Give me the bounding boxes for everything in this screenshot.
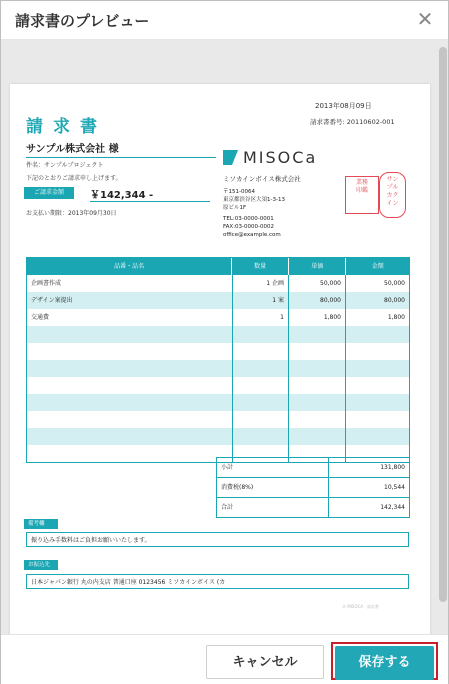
- total-value: 131,800: [380, 464, 405, 471]
- table-cell: [233, 343, 289, 360]
- table-row: [27, 428, 409, 445]
- company-contact: [223, 215, 281, 239]
- table-cell: 50,000: [289, 275, 346, 292]
- table-cell: [27, 326, 233, 343]
- table-cell: 80,000: [384, 297, 405, 304]
- stamp-text: イン: [386, 200, 399, 207]
- logo-mark-icon: [223, 150, 238, 165]
- amount-label: ご請求金額: [24, 187, 74, 199]
- table-row: [27, 326, 409, 343]
- table-cell: [346, 343, 409, 360]
- contact-tel: TEL:03-0000-0001: [223, 216, 274, 222]
- table-header: [27, 258, 409, 275]
- table-row: [27, 360, 409, 377]
- table-row: [27, 275, 409, 292]
- address-line: 〒151-0064: [223, 189, 255, 195]
- total-row: [217, 497, 409, 517]
- table-cell: 1,800: [289, 309, 346, 326]
- stamp-text: カク: [386, 192, 399, 199]
- table-cell: [233, 377, 289, 394]
- total-row: [217, 477, 409, 497]
- table-row: [27, 343, 409, 360]
- note-label: 備考欄: [24, 519, 58, 529]
- table-cell: 1 案: [233, 292, 289, 309]
- invoice-title: 請求書: [26, 117, 107, 137]
- table-cell: 企画書作成: [27, 275, 233, 292]
- total-value: 10,544: [384, 484, 405, 491]
- table-cell: [27, 428, 233, 445]
- stamp-text: 業務: [355, 179, 368, 186]
- company-logo: [223, 148, 317, 167]
- table-cell: [27, 394, 233, 411]
- table-cell: 1 企画: [233, 275, 289, 292]
- table-cell: [346, 377, 409, 394]
- table-cell: [289, 343, 346, 360]
- table-cell: 1,800: [387, 314, 405, 321]
- table-cell: 交通費: [27, 309, 233, 326]
- column-header-amount: 金額: [371, 263, 384, 270]
- table-cell: [27, 343, 233, 360]
- address-line: 原ビル1F: [223, 205, 247, 211]
- table-cell: [289, 377, 346, 394]
- stamp-text: サン: [386, 176, 399, 183]
- invoice-date: 2013年08月09日: [315, 102, 372, 110]
- footer-watermark: Ⓜ MISOCA · 請求書: [342, 604, 379, 609]
- table-cell: [233, 360, 289, 377]
- table-cell: [27, 445, 233, 462]
- table-cell: [27, 360, 233, 377]
- table-cell: [289, 411, 346, 428]
- table-row: [27, 411, 409, 428]
- table-cell: [346, 411, 409, 428]
- contact-fax: FAX:03-0000-0002: [223, 224, 275, 230]
- stamp-text: プル: [386, 184, 399, 191]
- amount-value: ￥142,344 -: [90, 186, 210, 202]
- table-cell: [289, 326, 346, 343]
- table-cell: [27, 377, 233, 394]
- table-row: [27, 377, 409, 394]
- invoice-page: [10, 84, 430, 634]
- due-date: お支払い期限：2013年09月30日: [26, 210, 117, 217]
- cancel-button[interactable]: キャンセル: [206, 645, 324, 679]
- save-button[interactable]: 保存する: [335, 646, 434, 680]
- dialog-footer: [1, 634, 448, 684]
- close-icon[interactable]: ✕: [416, 7, 434, 31]
- total-label: 消費税(8%): [217, 478, 329, 497]
- invoice-number: 請求書番号: 20110602-001: [310, 118, 395, 126]
- table-cell: [233, 428, 289, 445]
- scrollbar-thumb[interactable]: [439, 47, 447, 602]
- bank-info: 日本ジャパン銀行 丸の内支店 普通口座 0123456 ミソカインボイス (カ: [26, 574, 409, 589]
- column-header-item: 品番・品名: [27, 258, 232, 275]
- dialog-title: 請求書のプレビュー: [15, 12, 150, 30]
- stamp-text: 印鑑: [355, 187, 368, 194]
- table-cell: [346, 360, 409, 377]
- address-line: 東京都渋谷区大須1-3-13: [223, 197, 285, 203]
- table-cell: [346, 394, 409, 411]
- table-body: [27, 275, 409, 462]
- table-cell: [289, 360, 346, 377]
- column-header-qty: 数量: [232, 258, 289, 275]
- table-cell: [27, 411, 233, 428]
- personal-seal-stamp: [379, 172, 406, 218]
- table-cell: [289, 394, 346, 411]
- logo-text: MISOCa: [243, 148, 318, 167]
- items-table: [26, 257, 410, 463]
- table-row: [27, 292, 409, 309]
- table-row: [27, 394, 409, 411]
- company-address: [223, 188, 285, 212]
- totals-table: [216, 457, 410, 518]
- table-row: [27, 309, 409, 326]
- total-label: 合計: [217, 498, 329, 517]
- table-cell: [289, 428, 346, 445]
- table-cell: [346, 428, 409, 445]
- contact-email: office@example.com: [223, 232, 281, 238]
- invoice-subject: 件名：サンプルプロジェクト: [26, 162, 104, 169]
- table-cell: 1: [233, 309, 289, 326]
- invoice-lead: 下記のとおりご請求申し上げます。: [26, 175, 122, 182]
- column-header-unit-price: 単価: [289, 258, 347, 275]
- table-cell: [346, 326, 409, 343]
- bank-label: お振込先: [24, 560, 58, 570]
- company-name: ミソカインボイス株式会社: [223, 175, 301, 183]
- customer-name: サンプル株式会社 様: [26, 140, 216, 158]
- table-cell: [233, 326, 289, 343]
- preview-area[interactable]: [1, 40, 448, 634]
- note-text: 振り込み手数料はご負担お願いいたします。: [26, 532, 409, 547]
- total-row: [217, 457, 409, 477]
- table-cell: デザイン案提出: [27, 292, 233, 309]
- company-seal-stamp: [345, 176, 379, 214]
- total-value: 142,344: [380, 504, 405, 511]
- table-cell: 80,000: [289, 292, 346, 309]
- dialog-header: [1, 1, 448, 40]
- table-cell: 50,000: [384, 280, 405, 287]
- total-label: 小計: [217, 458, 329, 477]
- table-cell: [233, 394, 289, 411]
- table-cell: [233, 411, 289, 428]
